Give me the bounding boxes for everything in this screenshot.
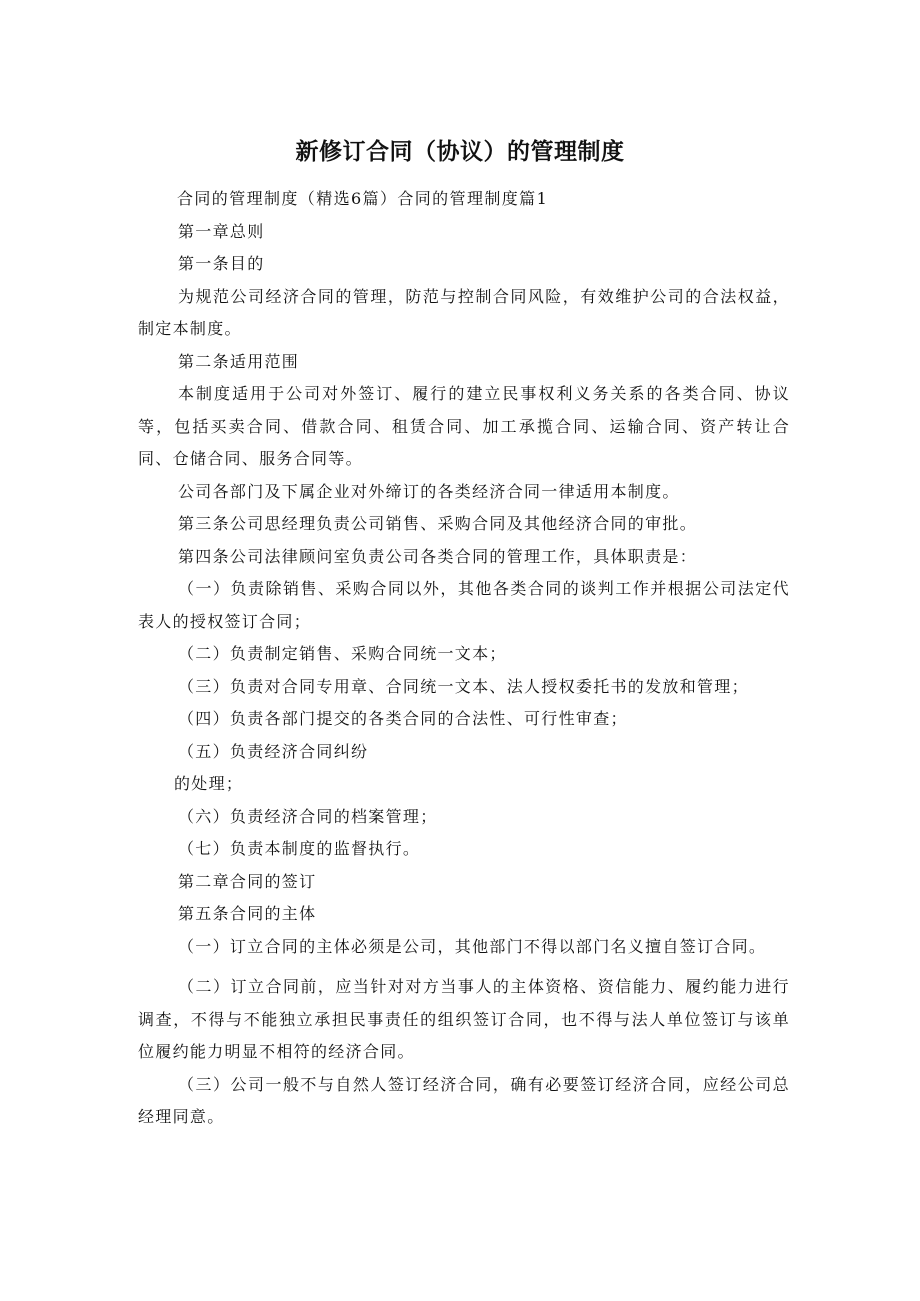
- list-item: （三）公司一般不与自然人签订经济合同，确有必要签订经济合同，应经公司总经理同意。: [138, 1074, 790, 1126]
- paragraph: 第三条公司思经理负责公司销售、采购合同及其他经济合同的审批。: [178, 514, 698, 533]
- list-item: （七）负责本制度的监督执行。: [178, 839, 421, 858]
- list-item: （三）负责对合同专用章、合同统一文本、法人授权委托书的发放和管理；: [178, 676, 749, 696]
- paragraph-intro: 合同的管理制度（精选6篇）合同的管理制度篇1: [177, 189, 549, 208]
- article-heading: 第二条适用范围: [178, 351, 300, 371]
- list-item: （二）订立合同前，应当针对对方当事人的主体资格、资信能力、履约能力进行调查，不得与不能独立承担民事责任的组织签订合同，也不得与法人单位签订与该单位履约能力明显不相符的经济合同。: [138, 977, 790, 1061]
- article-heading: 第一条目的: [178, 254, 265, 273]
- chapter-heading: 第二章合同的签订: [178, 871, 317, 891]
- chapter-heading: 第一章总则: [178, 221, 265, 241]
- list-item: （一）订立合同的主体必须是公司，其他部门不得以部门名义擅自签订合同。: [178, 936, 767, 956]
- paragraph: 公司各部门及下属企业对外缔订的各类经济合同一律适用本制度。: [178, 481, 680, 501]
- document-title: 新修订合同（协议）的管理制度: [295, 139, 625, 166]
- list-item: （五）负责经济合同纠纷: [178, 741, 369, 761]
- list-item: （四）负责各部门提交的各类合同的合法性、可行性审查；: [178, 709, 628, 728]
- article-heading: 第五条合同的主体: [178, 904, 317, 923]
- document-body: [138, 183, 790, 1134]
- paragraph: 为规范公司经济合同的管理，防范与控制合同风险，有效维护公司的合法权益，制定本制度。: [138, 286, 790, 338]
- paragraph: 第四条公司法律顾问室负责公司各类合同的管理工作，具体职责是：: [178, 546, 698, 566]
- list-item-continuation: 的处理；: [174, 774, 244, 793]
- list-item: （一）负责除销售、采购合同以外，其他各类合同的谈判工作并根据公司法定代表人的授权签订合同；: [138, 579, 790, 631]
- list-item: （六）负责经济合同的档案管理；: [178, 806, 438, 826]
- list-item: （二）负责制定销售、采购合同统一文本；: [178, 644, 507, 663]
- paragraph: 本制度适用于公司对外签订、履行的建立民事权利义务关系的各类合同、协议等，包括买卖合同、借款合同、租赁合同、加工承揽合同、运输合同、资产转让合同、仓储合同、服务合同等。: [138, 384, 790, 468]
